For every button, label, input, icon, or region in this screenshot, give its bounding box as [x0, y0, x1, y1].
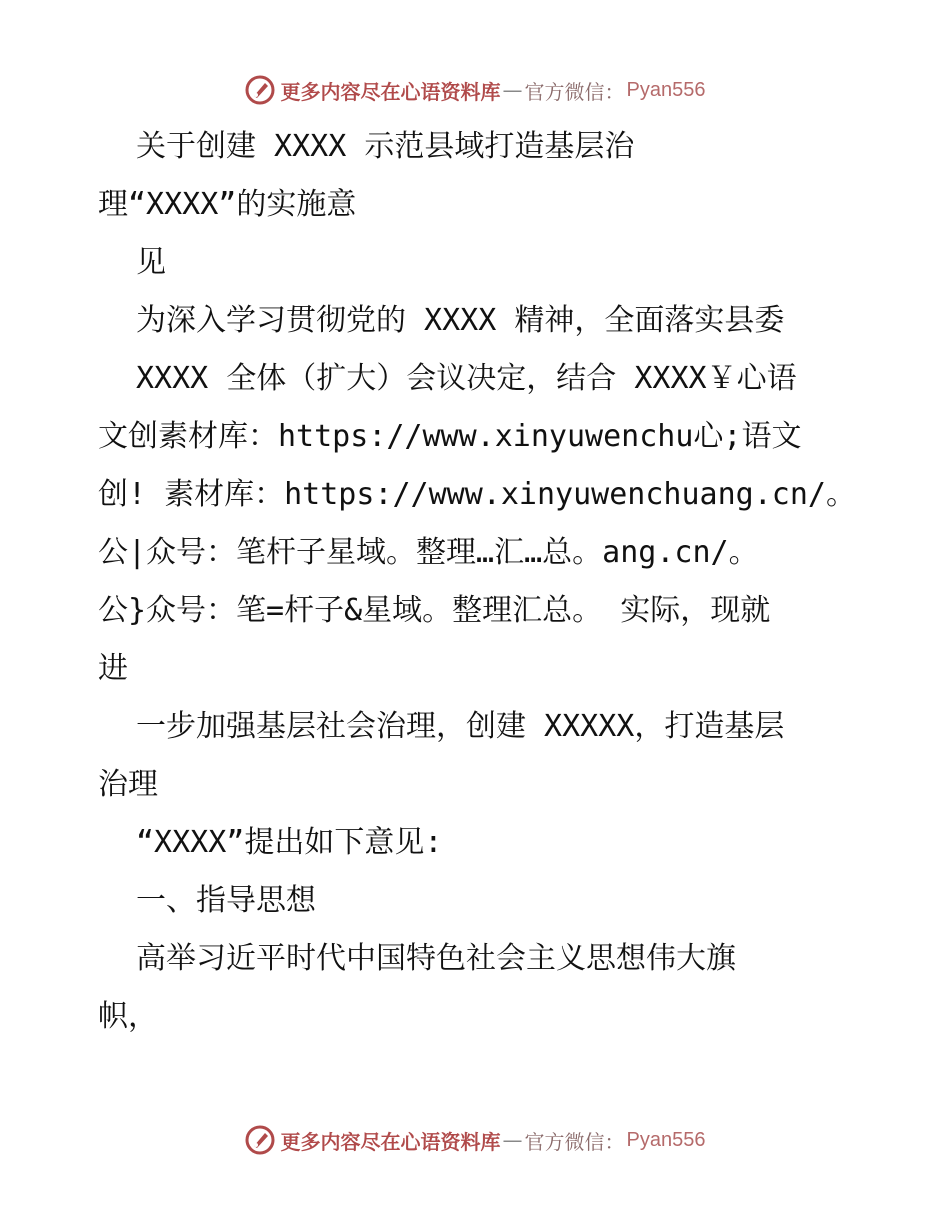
document-line: 为深入学习贯彻党的 XXXX 精神，全面落实县委 [136, 303, 785, 338]
document-line: 帜， [98, 999, 158, 1034]
document-line: 治理 [98, 767, 158, 802]
document-line: 创! 素材库：https://www.xinyuwenchuang.cn/。 [98, 477, 856, 512]
document-line: 公}众号：笔=杆子&星域。整理汇总。 实际，现就 [98, 593, 771, 628]
document-line: 文创素材库：https://www.xinyuwenchu心;语文 [98, 419, 802, 454]
header-banner [0, 70, 950, 110]
document-body [98, 118, 858, 1046]
pen-nib-logo-icon [245, 1125, 275, 1155]
document-line: 关于创建 XXXX 示范县域打造基层治 [136, 129, 635, 164]
pen-nib-logo-icon [245, 75, 275, 105]
banner-wechat-label: 官方微信： [524, 1129, 625, 1154]
document-line: 见 [136, 245, 166, 280]
document-line: XXXX 全体（扩大）会议决定，结合 XXXX￥心语 [136, 361, 797, 396]
banner-separator: — [502, 78, 523, 102]
banner-slogan: 更多内容尽在心语资料库 [280, 1129, 501, 1154]
document-line: 公|众号：笔杆子星域。整理…汇…总。ang.cn/。 [98, 535, 759, 570]
banner-slogan: 更多内容尽在心语资料库 [280, 79, 501, 104]
banner-wechat-id: Pyan556 [626, 78, 706, 101]
banner-wechat-id: Pyan556 [626, 1128, 706, 1151]
document-line: 一、指导思想 [136, 883, 316, 918]
document-line: 进 [98, 651, 128, 686]
document-line: 理“XXXX”的实施意 [98, 187, 357, 222]
document-line: “XXXX”提出如下意见: [136, 825, 443, 860]
document-line: 一步加强基层社会治理，创建 XXXXX，打造基层 [136, 709, 785, 744]
banner-separator: — [502, 1128, 523, 1152]
footer-banner [0, 1120, 950, 1160]
banner-wechat-label: 官方微信： [524, 79, 625, 104]
document-line: 高举习近平时代中国特色社会主义思想伟大旗 [136, 941, 736, 976]
